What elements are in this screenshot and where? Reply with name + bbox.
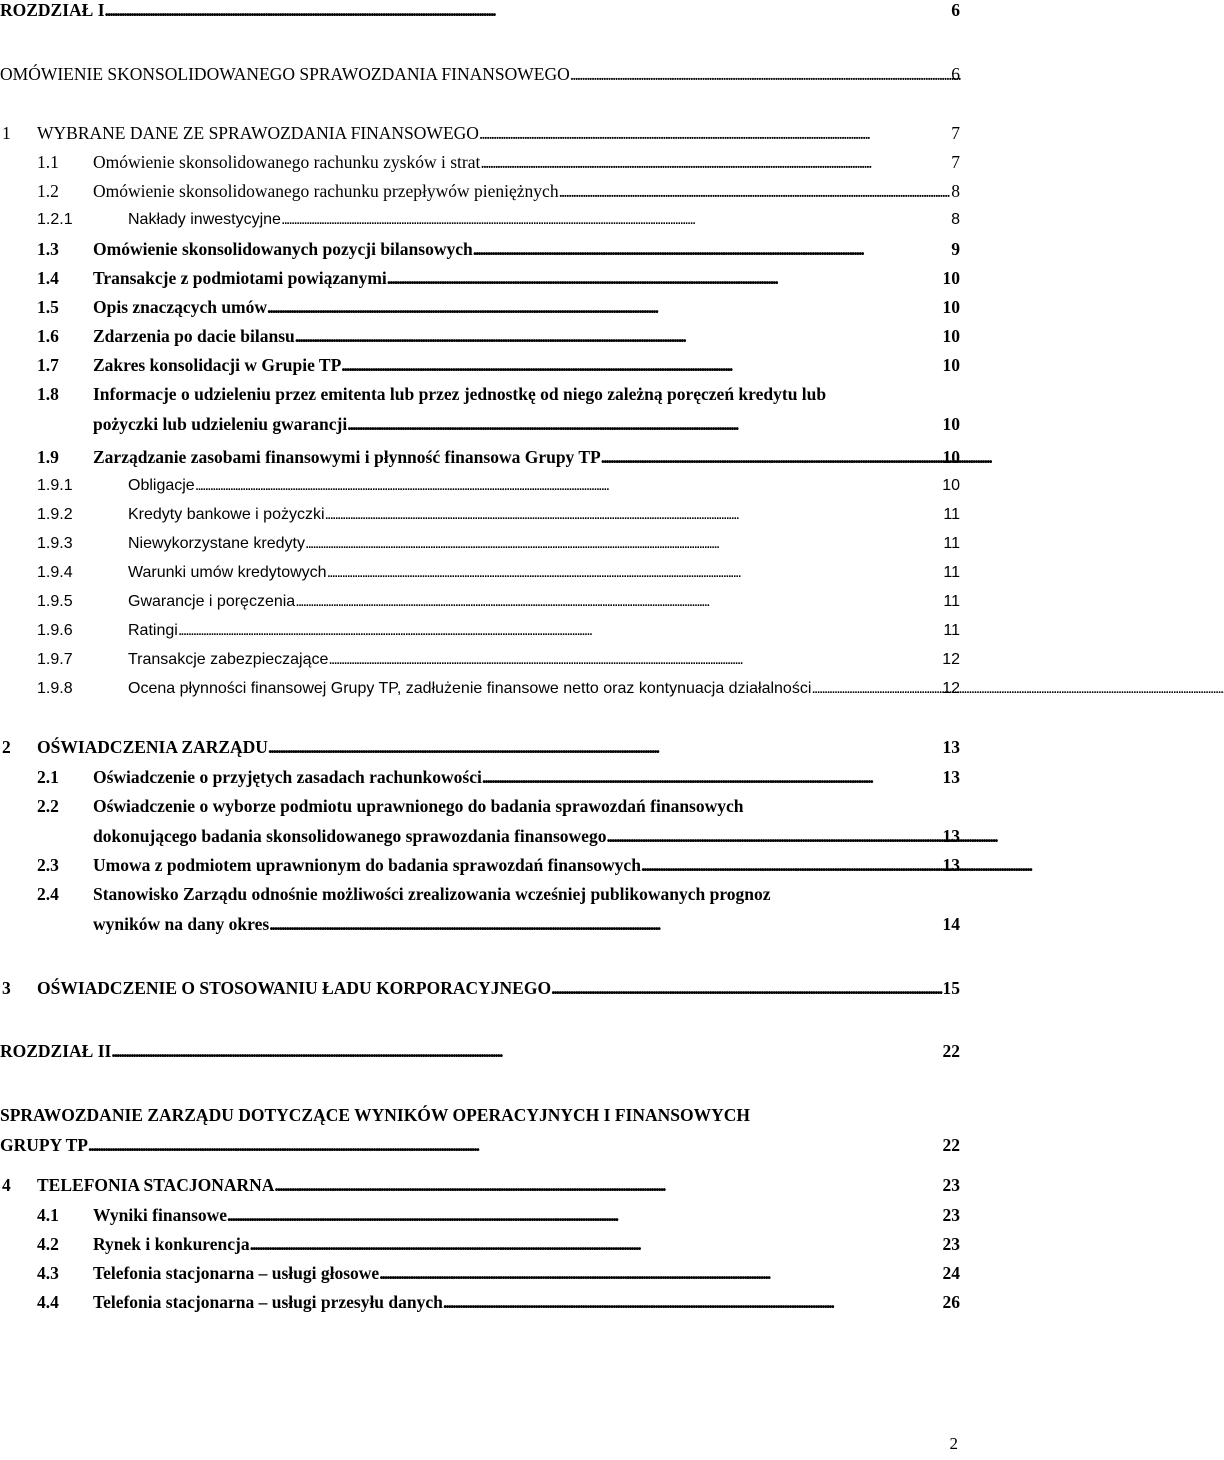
toc-entry-number: 1.7 bbox=[37, 355, 59, 375]
toc-entry-page: 23 bbox=[942, 1205, 960, 1225]
toc-entry-number: 2.1 bbox=[37, 767, 59, 787]
toc-entry-page: 10 bbox=[942, 297, 960, 317]
toc-entry-number: 1.9.5 bbox=[37, 593, 73, 610]
toc-entry-number: 1.9 bbox=[37, 447, 59, 467]
toc-entry-title: Transakcje zabezpieczające bbox=[128, 651, 329, 668]
toc-entry-page: 11 bbox=[943, 622, 960, 639]
toc-entry-title: Stanowisko Zarządu odnośnie możliwości zrealizowania wcześniej publikowanych prognoz bbox=[93, 884, 771, 904]
dot-leader bbox=[268, 737, 942, 757]
toc-entry-title: Wyniki finansowe bbox=[93, 1205, 228, 1225]
toc-entry-page: 12 bbox=[942, 680, 960, 697]
toc-entry-title: WYBRANE DANE ZE SPRAWOZDANIA FINANSOWEGO bbox=[37, 123, 479, 143]
dot-leader bbox=[443, 1292, 942, 1312]
toc-entry-number: 1 bbox=[2, 123, 11, 143]
toc-entry-page: 11 bbox=[943, 506, 960, 523]
dot-leader bbox=[480, 152, 950, 172]
toc-entry-number: 2.3 bbox=[37, 855, 59, 875]
toc-entry-page: 6 bbox=[951, 0, 960, 20]
toc-entry-page: 24 bbox=[942, 1263, 960, 1283]
toc-entry-number: 3 bbox=[2, 978, 11, 998]
dot-leader bbox=[267, 297, 941, 317]
toc-entry-title: Omówienie skonsolidowanych pozycji bilansowych bbox=[93, 239, 473, 259]
toc-entry-page: 26 bbox=[942, 1292, 960, 1312]
dot-leader bbox=[111, 1041, 941, 1061]
dot-leader bbox=[570, 64, 951, 84]
toc-entry-number: 1.2 bbox=[37, 181, 59, 201]
toc-entry-number: 1.6 bbox=[37, 326, 59, 346]
toc-entry-page: 11 bbox=[943, 535, 960, 552]
toc-entry-number: 1.1 bbox=[37, 152, 59, 172]
dot-leader bbox=[250, 1234, 942, 1254]
toc-entry-title-continuation: pożyczki lub udzieleniu gwarancji bbox=[93, 414, 348, 434]
toc-entry-title: Nakłady inwestycyjne bbox=[128, 211, 281, 228]
toc-entry-page: 12 bbox=[942, 651, 960, 668]
toc-entry-title-continuation: GRUPY TP bbox=[0, 1135, 88, 1155]
dot-leader bbox=[327, 563, 943, 583]
toc-entry-title: Omówienie skonsolidowanego rachunku przepływów pieniężnych bbox=[93, 181, 559, 201]
toc-entry-title: Oświadczenie o przyjętych zasadach rachunkowości bbox=[93, 767, 482, 787]
toc-entry-number: 1.9.6 bbox=[37, 622, 73, 639]
toc-entry-page: 10 bbox=[942, 477, 960, 494]
toc-entry-page: 22 bbox=[942, 1041, 960, 1061]
toc-entry-page: 8 bbox=[951, 181, 960, 201]
toc-entry-page: 13 bbox=[942, 737, 960, 757]
toc-entry-number: 1.4 bbox=[37, 268, 59, 288]
toc-entry-title: ROZDZIAŁ II bbox=[0, 1041, 112, 1061]
toc-entry-number: 1.9.3 bbox=[37, 535, 73, 552]
toc-entry-page: 6 bbox=[951, 64, 960, 84]
toc-entry-number: 1.3 bbox=[37, 239, 59, 259]
toc-entry-page: 10 bbox=[942, 447, 960, 467]
toc-entry-title: Kredyty bankowe i pożyczki bbox=[128, 506, 325, 523]
toc-entry-title: OŚWIADCZENIE O STOSOWANIU ŁADU KORPORACYJNEGO bbox=[37, 978, 552, 998]
toc-entry-page: 10 bbox=[942, 414, 960, 434]
toc-entry-title: TELEFONIA STACJONARNA bbox=[37, 1175, 275, 1195]
dot-leader bbox=[325, 505, 943, 525]
toc-entry-title: Umowa z podmiotem uprawnionym do badania sprawozdań finansowych bbox=[93, 855, 641, 875]
dot-leader bbox=[606, 826, 941, 846]
toc-entry-number: 1.9.2 bbox=[37, 506, 73, 523]
toc-entry-title: Telefonia stacjonarna – usługi przesyłu danych bbox=[93, 1292, 443, 1312]
toc-entry-page: 8 bbox=[951, 211, 960, 228]
dot-leader bbox=[88, 1135, 942, 1155]
toc-entry-number: 1.9.1 bbox=[37, 477, 73, 494]
toc-entry-title: Gwarancje i poręczenia bbox=[128, 593, 296, 610]
dot-leader bbox=[811, 679, 941, 699]
toc-entry-title: Omówienie skonsolidowanego rachunku zysków i strat bbox=[93, 152, 481, 172]
dot-leader bbox=[295, 592, 942, 612]
toc-entry-number: 2.2 bbox=[37, 796, 59, 816]
toc-entry-number: 4.2 bbox=[37, 1234, 59, 1254]
dot-leader bbox=[269, 914, 941, 934]
toc-entry-title: Warunki umów kredytowych bbox=[128, 564, 327, 581]
page-number: 2 bbox=[949, 1434, 958, 1453]
toc-entry-number: 1.5 bbox=[37, 297, 59, 317]
toc-entry-page: 23 bbox=[942, 1234, 960, 1254]
toc-entry-title: Opis znaczących umów bbox=[93, 297, 268, 317]
toc-entry-title: Ratingi bbox=[128, 622, 178, 639]
dot-leader bbox=[559, 181, 951, 201]
toc-entry-page: 22 bbox=[942, 1135, 960, 1155]
dot-leader bbox=[281, 210, 950, 230]
toc-entry-title: Zdarzenia po dacie bilansu bbox=[93, 326, 295, 346]
toc-entry-page: 13 bbox=[942, 767, 960, 787]
dot-leader bbox=[387, 268, 942, 288]
toc-entry-page: 7 bbox=[951, 152, 960, 172]
dot-leader bbox=[641, 855, 942, 875]
toc-entry-page: 10 bbox=[942, 268, 960, 288]
toc-entry-page: 15 bbox=[942, 978, 960, 998]
dot-leader bbox=[482, 767, 942, 787]
toc-entry-page: 10 bbox=[942, 355, 960, 375]
toc-entry-title: Obligacje bbox=[128, 477, 195, 494]
toc-entry-title: Zarządzanie zasobami finansowymi i płynność finansowa Grupy TP bbox=[93, 447, 601, 467]
toc-entry-page: 10 bbox=[942, 326, 960, 346]
dot-leader bbox=[479, 123, 950, 143]
toc-entry-page: 11 bbox=[943, 564, 960, 581]
toc-entry-title: Telefonia stacjonarna – usługi głosowe bbox=[93, 1263, 380, 1283]
toc-entry-page: 14 bbox=[942, 914, 960, 934]
toc-entry-page: 11 bbox=[943, 593, 960, 610]
dot-leader bbox=[305, 534, 942, 554]
dot-leader bbox=[341, 355, 941, 375]
toc-entry-number: 2 bbox=[2, 737, 11, 757]
toc-entry-title-continuation: wyników na dany okres bbox=[93, 914, 270, 934]
dot-leader bbox=[379, 1263, 941, 1283]
toc-entry-number: 1.9.8 bbox=[37, 680, 73, 697]
toc-entry-number: 1.9.4 bbox=[37, 564, 73, 581]
toc-entry-title: OMÓWIENIE SKONSOLIDOWANEGO SPRAWOZDANIA FINANSOWEGO bbox=[0, 64, 570, 84]
toc-entry-page: 9 bbox=[951, 239, 960, 259]
dot-leader bbox=[178, 621, 943, 641]
dot-leader bbox=[274, 1175, 941, 1195]
dot-leader bbox=[347, 414, 941, 434]
toc-entry-number: 2.4 bbox=[37, 884, 59, 904]
toc-entry-title: OŚWIADCZENIA ZARZĄDU bbox=[37, 737, 268, 757]
toc-entry-number: 1.9.7 bbox=[37, 651, 73, 668]
toc-entry-number: 4.1 bbox=[37, 1205, 59, 1225]
toc-entry-title: Zakres konsolidacji w Grupie TP bbox=[93, 355, 342, 375]
toc-entry-page: 7 bbox=[951, 123, 960, 143]
toc-entry-title: Niewykorzystane kredyty bbox=[128, 535, 305, 552]
toc-entry-page: 13 bbox=[942, 855, 960, 875]
toc-entry-number: 4.4 bbox=[37, 1292, 59, 1312]
dot-leader bbox=[328, 650, 941, 670]
toc-entry-number: 4.3 bbox=[37, 1263, 59, 1283]
dot-leader bbox=[601, 447, 942, 467]
toc-entry-page: 13 bbox=[942, 826, 960, 846]
dot-leader bbox=[551, 978, 941, 998]
toc-entry-number: 1.2.1 bbox=[37, 211, 73, 228]
dot-leader bbox=[227, 1205, 941, 1225]
toc-entry-title: Transakcje z podmiotami powiązanymi bbox=[93, 268, 387, 288]
toc-entry-title-continuation: dokonującego badania skonsolidowanego sprawozdania finansowego bbox=[93, 826, 607, 846]
toc-entry-number: 4 bbox=[2, 1175, 11, 1195]
dot-leader bbox=[195, 476, 942, 496]
toc-entry-title: ROZDZIAŁ I bbox=[0, 0, 105, 20]
toc-entry-title: Rynek i konkurencja bbox=[93, 1234, 250, 1254]
toc-entry-title: SPRAWOZDANIE ZARZĄDU DOTYCZĄCE WYNIKÓW OPERACYJNYCH I FINANSOWYCH bbox=[0, 1105, 750, 1125]
toc-entry-page: 23 bbox=[942, 1175, 960, 1195]
dot-leader bbox=[295, 326, 942, 346]
toc-entry-number: 1.8 bbox=[37, 384, 59, 404]
toc-entry-title: Informacje o udzieleniu przez emitenta lub przez jednostkę od niego zależną poręczeń kredytu lub bbox=[93, 384, 827, 404]
dot-leader bbox=[105, 0, 951, 20]
toc-entry-title: Oświadczenie o wyborze podmiotu uprawnionego do badania sprawozdań finansowych bbox=[93, 796, 744, 816]
dot-leader bbox=[473, 239, 951, 259]
toc-entry-title: Ocena płynności finansowej Grupy TP, zadłużenie finansowe netto oraz kontynuacja działalności bbox=[128, 680, 812, 697]
